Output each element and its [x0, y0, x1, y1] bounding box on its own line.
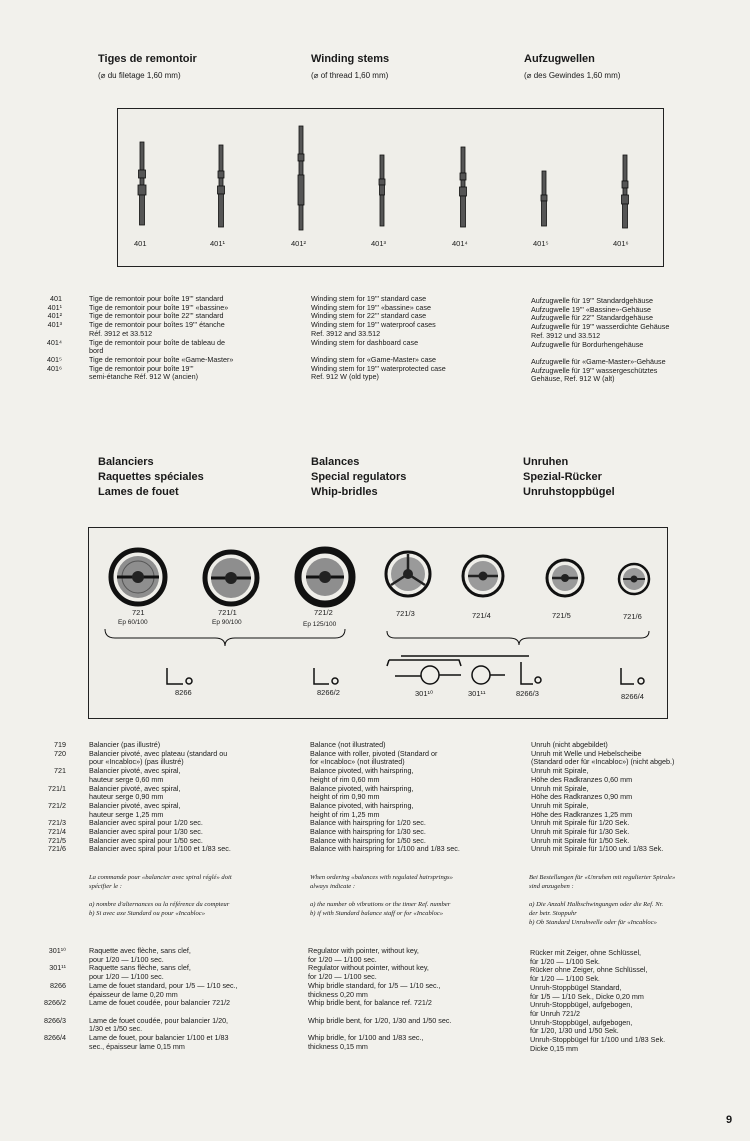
header-fr-balances: [98, 455, 204, 500]
stem-401-2: [298, 126, 304, 230]
balance-ep: Ep 60/100: [118, 619, 148, 626]
balance-721-1: [205, 552, 257, 604]
desc-line: pour 1/20 — 1/100 sec.: [89, 972, 164, 982]
desc-line: pour 1/20 — 1/100 sec.: [89, 954, 164, 964]
part-label: 301¹¹: [468, 689, 486, 698]
desc-line: Balancier avec spiral pour 1/50 sec.: [89, 835, 203, 845]
note-line: der betr. Stoppuhr: [529, 910, 577, 917]
desc-line: thickness 0,20 mm: [308, 989, 368, 999]
regulator-desc-de: [530, 949, 665, 1053]
header-title: Tiges de remontoir: [98, 53, 197, 65]
note-line: sind anzugeben :: [529, 883, 574, 890]
part-label: 8266: [175, 688, 192, 697]
desc-line: hauteur serge 0,90 mm: [89, 792, 164, 802]
stem-desc-en: [311, 295, 446, 382]
note-line: La commande pour «balancier avec spiral réglé» doit: [89, 874, 232, 881]
desc-line: Aufzugwelle für 19''' Standardgehäuse: [531, 296, 653, 305]
desc-line: Tige de remontoir pour boîte 19''' «bassine»: [89, 302, 229, 312]
header-line: Raquettes spéciales: [98, 471, 204, 483]
stem-label: 401⁴: [452, 239, 468, 248]
desc-line: Balancier (pas illustré): [89, 740, 161, 749]
desc-line: for 1/20 — 1/100 sec.: [308, 972, 377, 982]
desc-line: Ref. 3912 and 33.512: [311, 328, 381, 338]
note-line: b) if with Standard balance staff or for «Incabloc»: [310, 910, 444, 917]
desc-line: Regulator without pointer, without key,: [308, 963, 429, 973]
desc-line: Lame de fouet standard, pour 1/5 — 1/10 sec.,: [89, 980, 238, 990]
ref-number: 721: [54, 766, 66, 776]
stem-401-3: [379, 155, 385, 226]
desc-line: Unruh mit Spirale für 1/100 und 1/83 Sek.: [531, 844, 664, 854]
header-sub: (⌀ des Gewindes 1,60 mm): [524, 71, 621, 80]
desc-line: für 1/20, 1/30 und 1/50 Sek.: [530, 1026, 619, 1036]
balance-721-2: [298, 550, 352, 604]
desc-line: Balance pivoted, with hairspring,: [310, 783, 414, 793]
desc-line: Unruh mit Spirale,: [531, 800, 589, 810]
desc-line: Balancier pivoté, avec plateau (standard ou: [89, 748, 228, 758]
desc-line: Aufzugwelle 19''' «Bassine»-Gehäuse: [531, 304, 651, 314]
desc-line: Winding stem for dashboard case: [311, 337, 419, 347]
desc-line: height of rim 0,90 mm: [310, 792, 380, 802]
desc-line: Unruh mit Spirale,: [531, 766, 589, 776]
desc-line: Tige de remontoir pour boîte 22''' standard: [89, 311, 224, 321]
header-line: Unruhen: [523, 456, 569, 468]
desc-line: Balancier avec spiral pour 1/20 sec.: [89, 818, 203, 828]
regulator-ref-numbers: [30, 947, 66, 1051]
desc-line: sec., épaisseur lame 0,15 mm: [89, 1041, 185, 1051]
ref-number: 721/6: [48, 844, 66, 854]
stem-401-5: [541, 171, 547, 226]
desc-line: Unruh-Stoppbügel, aufgebogen,: [530, 1017, 633, 1027]
desc-line: Winding stem for 19''' «bassine» case: [311, 302, 431, 312]
desc-line: Winding stem for «Game-Master» case: [311, 354, 437, 364]
order-note-en: [310, 873, 453, 918]
desc-line: Balance with hairspring for 1/100 and 1/83 sec.: [310, 844, 460, 854]
desc-line: Balance with hairspring for 1/20 sec.: [310, 818, 426, 828]
desc-line: Balance with hairspring for 1/50 sec.: [310, 835, 426, 845]
note-line: [529, 891, 675, 900]
desc-line: Unruh mit Spirale für 1/50 Sek.: [531, 835, 630, 845]
stem-label: 401³: [371, 239, 387, 248]
balance-ref: 721: [132, 608, 145, 617]
desc-line: Unruh (nicht abgebildet): [531, 740, 608, 749]
part-label: 8266/2: [317, 688, 340, 697]
balance-ref: 721/5: [552, 611, 571, 620]
desc-line: Aufzugwelle für 19''' wassergeschütztes: [531, 365, 658, 375]
desc-line: Unruh mit Spirale für 1/20 Sek.: [531, 818, 630, 828]
balance-721-6: [619, 564, 649, 594]
desc-line: Balance pivoted, with hairspring,: [310, 800, 414, 810]
note-line: [89, 891, 232, 900]
balance-721: [111, 550, 165, 604]
balance-ep: Ep 90/100: [212, 619, 242, 626]
balances-photo: [88, 527, 668, 719]
desc-line: Lame de fouet coudée, pour balancier 1/20,: [89, 1015, 229, 1025]
header-en-balances: [311, 455, 406, 500]
page-number: 9: [726, 1114, 733, 1126]
ref-number: 721/1: [48, 783, 66, 793]
note-line: a) Die Anzahl Halbschwingungen oder die Ref. Nr.: [529, 901, 664, 908]
order-note-fr: [89, 873, 232, 918]
desc-line: Tige de remontoir pour boîte de tableau de: [89, 337, 225, 347]
note-line: a) nombre d'alternances ou la référence du compteur: [89, 901, 230, 908]
desc-line: Höhe des Radkranzes 0,90 mm: [531, 792, 633, 802]
desc-line: Réf. 3912 et 33.512: [89, 328, 153, 338]
desc-line: Ref. 912 W (old type): [311, 372, 379, 382]
balance-ref-numbers: [30, 741, 66, 854]
balance-desc-de: [531, 741, 674, 854]
stem-401-4: [460, 147, 467, 227]
desc-line: hauteur serge 0,60 mm: [89, 774, 164, 784]
desc-line: Balance with roller, pivoted (Standard or: [310, 748, 438, 758]
balance-721-3: [386, 552, 430, 596]
desc-line: für Unruh 721/2: [530, 1008, 580, 1018]
desc-line: Rücker mit Zeiger, ohne Schlüssel,: [530, 948, 642, 957]
desc-line: (Standard oder für «Incabloc») (nicht abgeb.): [531, 757, 675, 767]
desc-line: Balancier avec spiral pour 1/30 sec.: [89, 827, 203, 837]
balance-721-4: [463, 556, 503, 596]
regulator-desc-en: [308, 947, 451, 1051]
desc-line: Gehäuse, Ref. 912 W (alt): [531, 374, 615, 384]
desc-line: Raquette sans flèche, sans clef,: [89, 963, 191, 973]
desc-line: Höhe des Radkranzes 0,60 mm: [531, 774, 633, 784]
note-line: a) the number ob vibrations or the timer Ref. number: [310, 901, 451, 908]
desc-line: Dicke 0,15 mm: [530, 1043, 578, 1053]
desc-line: Unruh-Stoppbügel, aufgebogen,: [530, 1000, 633, 1010]
header-line: Unruhstoppbügel: [523, 486, 615, 498]
desc-line: Unruh mit Spirale,: [531, 783, 589, 793]
balance-ref: 721/1: [218, 608, 237, 617]
note-line: [310, 891, 453, 900]
desc-line: Aufzugwelle für «Game-Master»-Gehäuse: [531, 356, 666, 366]
desc-line: Balance (not illustrated): [310, 740, 386, 749]
ref-number: 721/5: [48, 835, 66, 845]
ref-number: 401: [50, 294, 62, 303]
desc-line: Lame de fouet, pour balancier 1/100 et 1/83: [89, 1033, 229, 1043]
stem-label: 401²: [291, 239, 307, 248]
header-line: Special regulators: [311, 471, 407, 483]
desc-line: Whip bridle, for 1/100 and 1/83 sec.,: [308, 1033, 424, 1043]
ref-number: 721/2: [48, 800, 66, 810]
header-line: Balanciers: [98, 456, 154, 468]
header-title: Winding stems: [311, 53, 390, 65]
note-line: always indicate :: [310, 883, 356, 890]
balance-ref: 721/6: [623, 612, 642, 621]
desc-line: Höhe des Radkranzes 1,25 mm: [531, 809, 633, 819]
desc-line: for 1/20 — 1/100 sec.: [308, 954, 377, 964]
stem-label: 401: [134, 239, 147, 248]
ref-number: [30, 1043, 66, 1052]
desc-line: Tige de remontoir pour boîte 19''' standard: [89, 294, 224, 303]
desc-line: Aufzugwelle für 19''' wasserdichte Gehäuse: [531, 322, 670, 332]
ref-number: 721/3: [48, 818, 66, 828]
desc-line: Raquette avec flèche, sans clef,: [89, 946, 191, 955]
header-fr-stems: [98, 52, 197, 81]
stem-desc-de: [531, 297, 669, 384]
stem-label: 401⁵: [533, 239, 549, 248]
desc-line: Tige de remontoir pour boîtes 19''' étanche: [89, 320, 225, 330]
header-de-stems: [524, 52, 620, 81]
balance-desc-en: [310, 741, 460, 854]
stem-ref-numbers: [30, 295, 62, 373]
ref-number: 8266/2: [44, 998, 66, 1008]
desc-line: height of rim 0,60 mm: [310, 774, 380, 784]
balance-desc-fr: [89, 741, 231, 854]
header-title: Aufzugwellen: [524, 53, 595, 65]
header-line: Lames de fouet: [98, 486, 179, 498]
desc-line: Balance with hairspring for 1/30 sec.: [310, 827, 426, 837]
balance-ref: 721/4: [472, 611, 491, 620]
desc-line: Aufzugwelle für 22''' Standardgehäuse: [531, 313, 653, 323]
note-line: When ordering «balances with regulated hairsprings»: [310, 874, 453, 881]
desc-line: Unruh-Stoppbügel für 1/100 und 1/83 Sek.: [530, 1035, 666, 1045]
header-en-stems: [311, 52, 389, 81]
ref-number: 721/4: [48, 827, 66, 837]
ref-number: 401⁴: [46, 337, 62, 347]
stem-label: 401¹: [210, 239, 226, 248]
balance-ref: 721/3: [396, 609, 415, 618]
desc-line: Balancier pivoté, avec spiral,: [89, 800, 181, 810]
desc-line: semi-étanche Réf. 912 W (ancien): [89, 372, 199, 382]
desc-line: für 1/5 — 1/10 Sek., Dicke 0,20 mm: [530, 991, 644, 1001]
note-line: b) Ob Standard Unruhwelle oder für «Incabloc»: [529, 919, 657, 926]
ref-number: 719: [54, 740, 66, 749]
winding-stems-illustration: [118, 109, 663, 266]
desc-line: thickness 0,15 mm: [308, 1041, 368, 1051]
header-sub: (⌀ of thread 1,60 mm): [311, 71, 389, 80]
header-line: Balances: [311, 456, 360, 468]
desc-line: 1/30 et 1/50 sec.: [89, 1024, 143, 1034]
ref-number: 8266/3: [44, 1015, 66, 1025]
winding-stems-photo: [117, 108, 664, 267]
desc-line: for «Incabloc» (not illustrated): [310, 757, 405, 767]
part-label: 8266/4: [621, 692, 644, 701]
desc-line: height of rim 1,25 mm: [310, 809, 380, 819]
ref-number: 401¹: [47, 302, 62, 312]
desc-line: Unruh mit Welle und Hebelscheibe: [531, 748, 642, 758]
desc-line: für 1/20 — 1/100 Sek.: [530, 974, 600, 984]
desc-line: Winding stem for 22''' standard case: [311, 311, 427, 321]
note-line: spécifier le :: [89, 883, 122, 890]
desc-line: für 1/20 — 1/100 Sek.: [530, 956, 600, 966]
desc-line: Aufzugwelle für Bordurhengehäuse: [531, 339, 644, 349]
balance-721-5: [547, 560, 583, 596]
desc-line: Whip bridle bent, for balance ref. 721/2: [308, 998, 432, 1008]
part-label: 301¹⁰: [415, 689, 434, 698]
header-line: Whip-bridles: [311, 486, 378, 498]
note-line: b) Si avec axe Standard ou pour «Incabloc»: [89, 910, 206, 917]
desc-line: Whip bridle standard, for 1/5 — 1/10 sec.,: [308, 980, 441, 990]
desc-line: Balancier pivoté, avec spiral,: [89, 783, 181, 793]
header-de-balances: [523, 455, 615, 500]
regulator-desc-fr: [89, 947, 238, 1051]
desc-line: Tige de remontoir pour boîte 19''': [89, 363, 194, 373]
desc-line: Ref. 3912 und 33.512: [531, 330, 601, 340]
header-line: Spezial-Rücker: [523, 471, 602, 483]
desc-line: Balancier pivoté, avec spiral,: [89, 766, 181, 776]
ref-number: 301¹¹: [49, 963, 66, 973]
desc-line: hauteur serge 1,25 mm: [89, 809, 164, 819]
desc-line: bord: [89, 346, 104, 356]
ref-number: 301¹⁰: [48, 946, 66, 955]
stem-401-6: [622, 155, 629, 228]
desc-line: épaisseur de lame 0,20 mm: [89, 989, 178, 999]
header-sub: (⌀ du filetage 1,60 mm): [98, 71, 181, 80]
ref-number: 8266/4: [44, 1033, 66, 1043]
ref-number: 720: [54, 748, 66, 758]
ref-number: 8266: [50, 980, 66, 990]
small-parts: [167, 656, 644, 684]
desc-line: Whip bridle bent, for 1/20, 1/30 and 1/50 sec.: [308, 1015, 452, 1025]
desc-line: Rücker ohne Zeiger, ohne Schlüssel,: [530, 965, 648, 975]
desc-line: Regulator with pointer, without key,: [308, 946, 419, 955]
desc-line: Winding stem for 19''' standard case: [311, 294, 427, 303]
desc-line: Winding stem for 19''' waterprotected case: [311, 363, 446, 373]
stem-label: 401⁶: [613, 239, 629, 248]
balance-ref: 721/2: [314, 608, 333, 617]
note-line: Bei Bestellungen für «Unruhen mit regulierter Spirale»: [529, 874, 676, 881]
stem-401-1: [218, 145, 225, 227]
desc-line: pour «Incabloc») (pas illustré): [89, 757, 184, 767]
desc-line: Balance pivoted, with hairspring,: [310, 766, 414, 776]
desc-line: Winding stem for 19''' waterproof cases: [311, 320, 436, 330]
part-label: 8266/3: [516, 689, 539, 698]
desc-line: Lame de fouet coudée, pour balancier 721/2: [89, 998, 231, 1008]
desc-line: Unruh mit Spirale für 1/30 Sek.: [531, 827, 630, 837]
stem-401: [138, 142, 146, 225]
ref-number: 401²: [47, 311, 62, 321]
desc-line: Tige de remontoir pour boîte «Game-Master»: [89, 354, 234, 364]
ref-number: 401³: [47, 320, 62, 330]
order-note-de: [529, 873, 675, 927]
ref-number: 401⁶: [47, 363, 62, 373]
ref-number: 401⁵: [47, 354, 62, 364]
desc-line: Unruh-Stoppbügel Standard,: [530, 982, 622, 992]
stem-desc-fr: [89, 295, 233, 382]
balance-ep: Ep 125/100: [303, 621, 337, 628]
desc-line: Balancier avec spiral pour 1/100 et 1/83 sec.: [89, 844, 231, 854]
